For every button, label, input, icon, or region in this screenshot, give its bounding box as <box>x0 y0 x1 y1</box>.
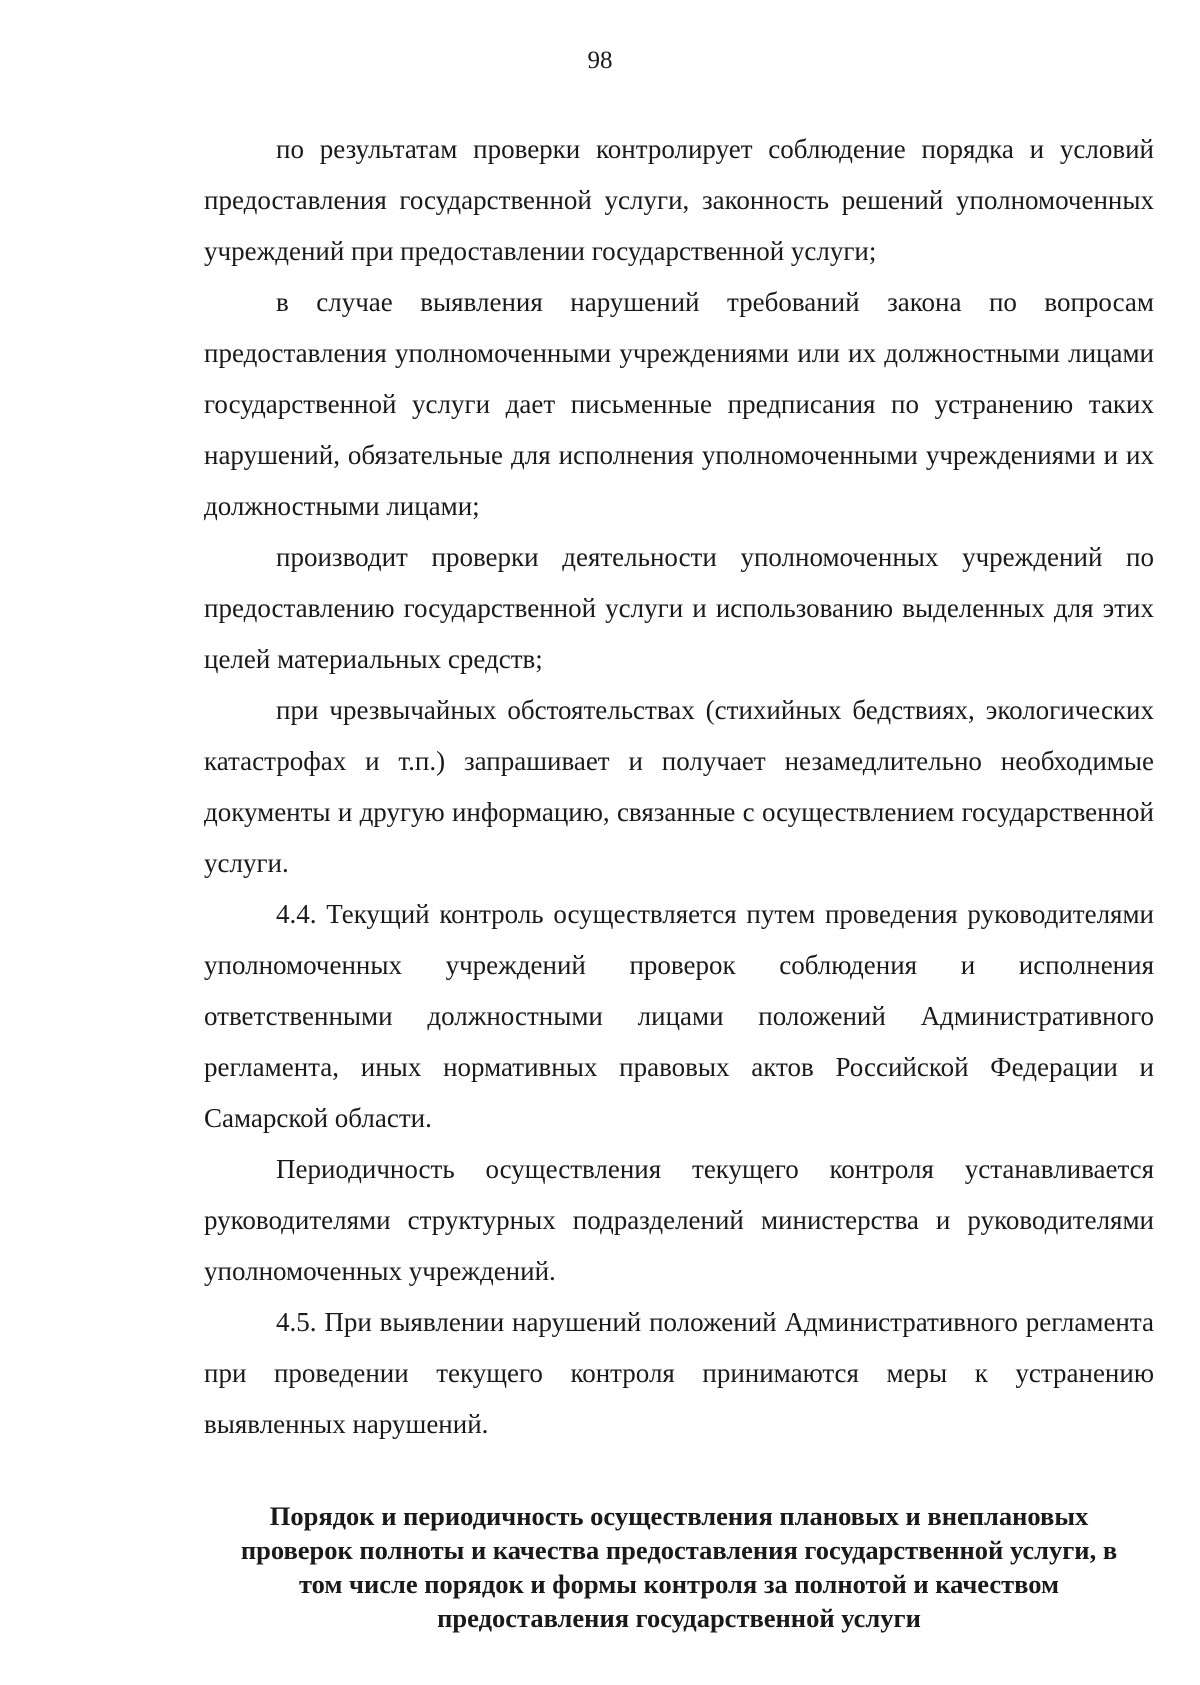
section-heading-line: том числе порядок и формы контроля за полнотой и качеством <box>298 1569 1060 1599</box>
page-number: 98 <box>587 47 613 74</box>
body-text <box>204 124 1154 1450</box>
section-heading-line: Порядок и периодичность осуществления плановых и внеплановых <box>269 1501 1089 1531</box>
paragraph-4-4: 4.4. Текущий контроль осуществляется путем проведения руководителями уполномоченных учреждений проверок соблюдения и исполнения ответственными должностными лицами положений Административного регламента, иных нормативных правовых актов Российской Федерации и Самарской области. <box>204 899 1154 1133</box>
section-heading <box>204 1499 1154 1635</box>
section-heading-line: проверок полноты и качества предоставления государственной услуги, в <box>240 1535 1118 1565</box>
paragraph-violations-orders: в случае выявления нарушений требований закона по вопросам предоставления уполномоченными учреждениями или их должностными лицами государственной услуги дает письменные предписания по устранению таких нарушений, обязательные для исполнения уполномоченными учреждениями и их должностными лицами; <box>204 287 1154 521</box>
paragraph-results-control: по результатам проверки контролирует соблюдение порядка и условий предоставления государственной услуги, законность решений уполномоченных учреждений при предоставлении государственной услуги; <box>204 134 1154 266</box>
paragraph-periodicity: Периодичность осуществления текущего контроля устанавливается руководителями структурных подразделений министерства и руководителями уполномоченных учреждений. <box>204 1154 1154 1286</box>
paragraph-activity-checks: производит проверки деятельности уполномоченных учреждений по предоставлению государственной услуги и использованию выделенных для этих целей материальных средств; <box>204 542 1154 674</box>
paragraph-emergency: при чрезвычайных обстоятельствах (стихийных бедствиях, экологических катастрофах и т.п.) запрашивает и получает незамедлительно необходимые документы и другую информацию, связанные с осуществлением государственной услуги. <box>204 695 1154 878</box>
section-heading-line: предоставления государственной услуги <box>437 1603 921 1633</box>
paragraph-4-5: 4.5. При выявлении нарушений положений Административного регламента при проведении текущего контроля принимаются меры к устранению выявленных нарушений. <box>204 1307 1154 1439</box>
